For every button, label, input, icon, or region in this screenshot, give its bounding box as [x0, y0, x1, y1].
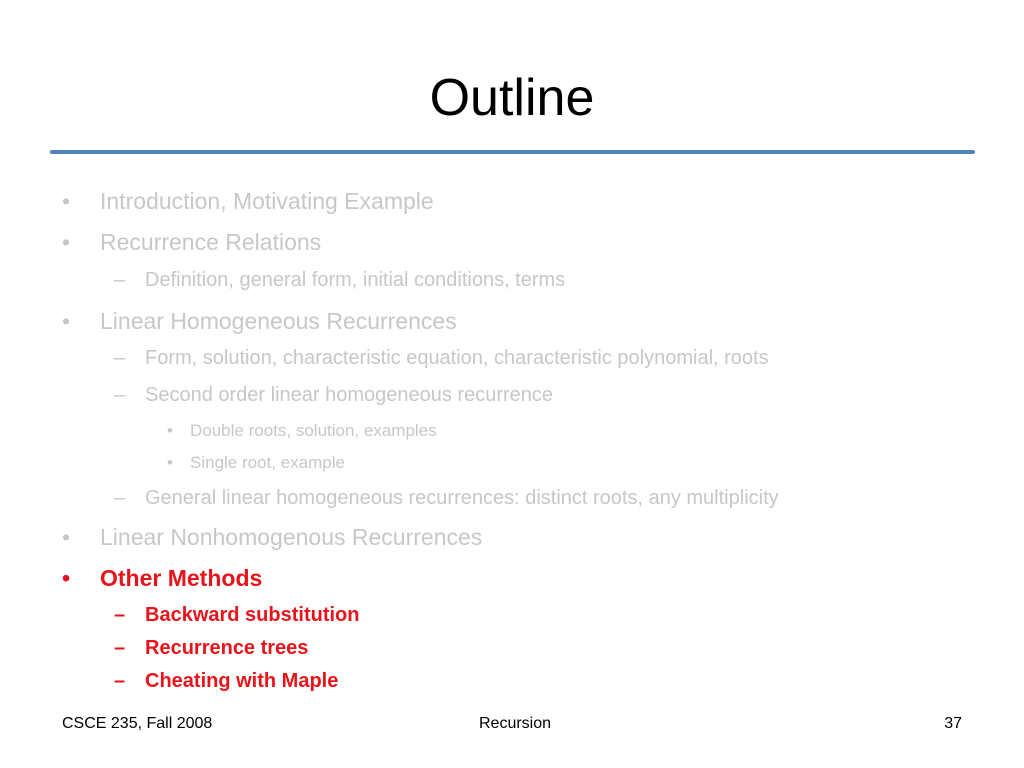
dash-marker: –: [114, 347, 126, 369]
outline-subitem: [114, 269, 566, 292]
page-number: 37: [944, 715, 962, 732]
dash-marker: –: [114, 637, 126, 659]
bullet-marker: •: [62, 565, 71, 591]
outline-item: [62, 308, 457, 335]
outline-subitem-current: [114, 604, 360, 627]
bullet-marker: •: [62, 229, 71, 255]
outline-item-text: Form, solution, characteristic equation, characteristic polynomial, roots: [145, 347, 769, 369]
bullet-marker: •: [167, 453, 173, 472]
outline-item-text: Linear Homogeneous Recurrences: [100, 308, 457, 334]
outline-subsubitem: [167, 421, 437, 441]
outline-item-text: Single root, example: [190, 453, 345, 472]
footer-topic: Recursion: [478, 715, 552, 732]
dash-marker: –: [114, 604, 126, 626]
outline-item-text: Backward substitution: [145, 604, 360, 626]
bullet-marker: •: [62, 524, 71, 550]
outline-item-text: Second order linear homogeneous recurrence: [145, 384, 554, 406]
bullet-marker: •: [62, 308, 71, 334]
dash-marker: –: [114, 269, 126, 291]
outline-item-text: Recurrence trees: [145, 637, 309, 659]
title-underline: [50, 150, 975, 154]
slide-title: Outline: [429, 69, 595, 127]
outline-subitem: [114, 384, 554, 407]
dash-marker: –: [114, 487, 126, 509]
outline-subitem: [114, 487, 779, 510]
outline-item-text: General linear homogeneous recurrences: distinct roots, any multiplicity: [145, 487, 779, 509]
outline-subitem-current: [114, 637, 309, 660]
outline-subsubitem: [167, 453, 345, 473]
outline-item: [62, 229, 322, 256]
outline-item-text: Definition, general form, initial conditions, terms: [145, 269, 566, 291]
bullet-marker: •: [62, 188, 71, 214]
dash-marker: –: [114, 384, 126, 406]
footer-course: CSCE 235, Fall 2008: [62, 715, 213, 732]
outline-subitem-current: [114, 670, 339, 693]
outline-subitem: [114, 347, 769, 370]
outline-item-current: [62, 565, 263, 592]
outline-item-text: Introduction, Motivating Example: [100, 188, 434, 214]
outline-item-text: Recurrence Relations: [100, 229, 322, 255]
outline-item-text: Cheating with Maple: [145, 670, 339, 692]
outline-item-text: Linear Nonhomogenous Recurrences: [100, 524, 483, 550]
outline-item: [62, 524, 483, 551]
outline-item: [62, 188, 434, 215]
dash-marker: –: [114, 670, 126, 692]
bullet-marker: •: [167, 421, 173, 440]
outline-item-text: Other Methods: [100, 565, 263, 591]
outline-item-text: Double roots, solution, examples: [190, 421, 437, 440]
